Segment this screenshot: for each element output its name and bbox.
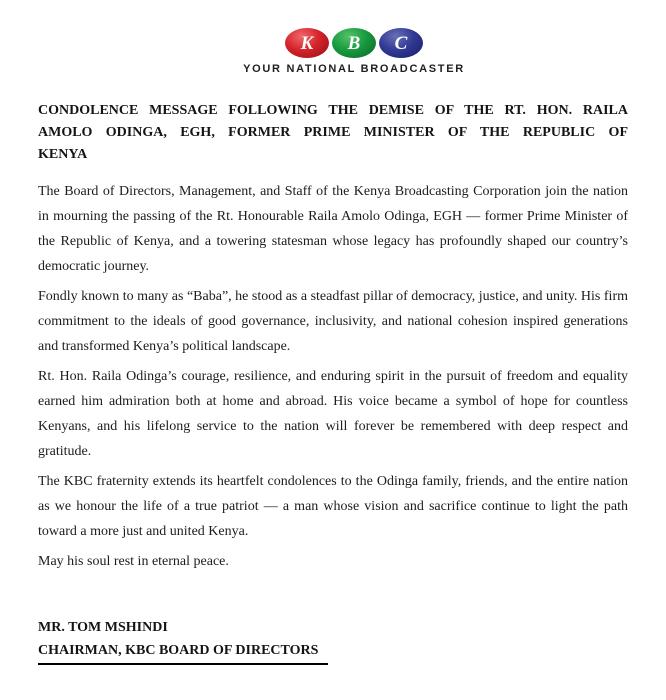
letter-title-line-1: CONDOLENCE MESSAGE FOLLOWING THE DEMISE OF THE RT. HON. RAILA <box>38 103 628 118</box>
kbc-logo-blue-oval-icon <box>379 28 423 58</box>
kbc-logo-red-oval-icon <box>285 28 329 58</box>
paragraph-4: The KBC fraternity extends its heartfelt condolences to the Odinga family, friends, and the entire nation as we honour the life of a true patriot — a man whose vision and sacrifice continue to light the path toward a more just and united Kenya. <box>38 474 628 539</box>
paragraph-3: Rt. Hon. Raila Odinga’s courage, resilience, and enduring spirit in the pursuit of freedom and equality earned him admiration both at home and abroad. His voice became a symbol of hope for countless Kenyans, and his lifelong service to the nation will forever be remembered with deep respect and gratitude. <box>38 369 628 459</box>
paragraph-2: Fondly known to many as “Baba”, he stood as a steadfast pillar of democracy, justice, and unity. His firm commitment to the ideals of good governance, inclusivity, and national cohesion inspired generations and transformed Kenya’s political landscape. <box>38 289 628 354</box>
logo-letter-c: C <box>394 32 408 54</box>
paragraph-1: The Board of Directors, Management, and Staff of the Kenya Broadcasting Corporation join the nation in mourning the passing of the Rt. Honourable Raila Amolo Odinga, EGH — former Prime Minister of the Republic of Kenya, and a towering statesman whose legacy has profoundly shaped our country’s democratic journey. <box>38 184 628 274</box>
signature-name: MR. TOM MSHINDI <box>38 620 168 635</box>
kbc-logo-ovals <box>59 28 649 58</box>
logo-letter-b: B <box>347 32 361 54</box>
letter-body <box>38 100 628 665</box>
letter-title <box>38 100 628 166</box>
logo-tagline: YOUR NATIONAL BROADCASTER <box>243 63 465 75</box>
letter-title-line-3: KENYA <box>38 147 88 162</box>
signature-block <box>38 616 628 665</box>
paragraph-5: May his soul rest in eternal peace. <box>38 554 229 569</box>
letter-title-line-2: AMOLO ODINGA, EGH, FORMER PRIME MINISTER OF THE REPUBLIC OF <box>38 125 628 140</box>
signature-role: CHAIRMAN, KBC BOARD OF DIRECTORS <box>38 639 328 665</box>
kbc-logo <box>59 28 649 75</box>
logo-letter-k: K <box>300 32 314 54</box>
kbc-logo-green-oval-icon <box>332 28 376 58</box>
